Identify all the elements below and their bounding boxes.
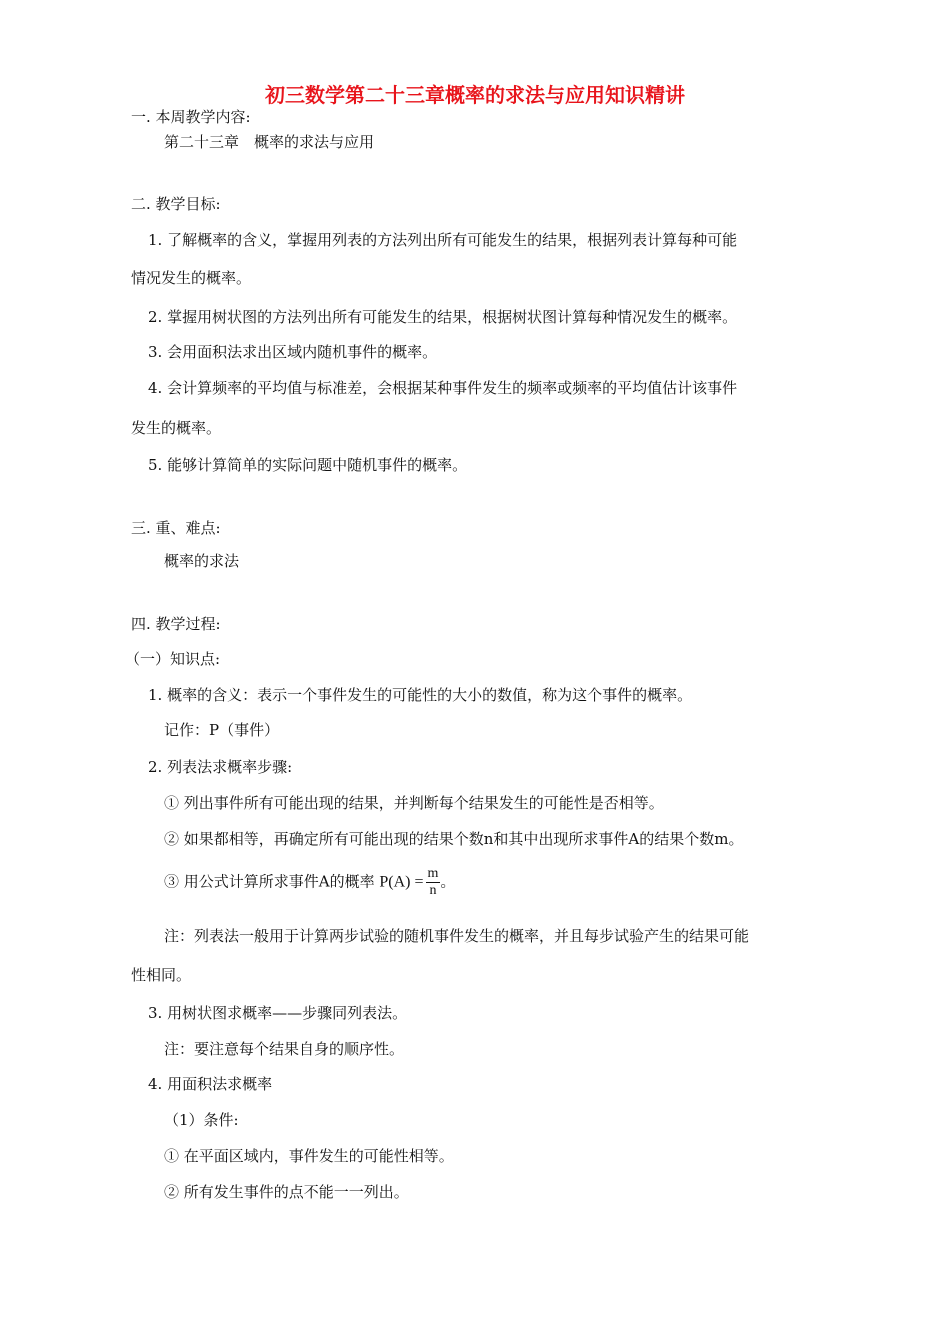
- goal-2: 2. 掌握用树状图的方法列出所有可能发生的结果，根据树状图计算每种情况发生的概率。: [148, 308, 738, 326]
- section-1-heading: 一. 本周教学内容:: [131, 108, 251, 126]
- subsection-knowledge: （一）知识点:: [125, 650, 221, 668]
- section-1-content: 第二十三章 概率的求法与应用: [164, 133, 375, 151]
- note-2-line-2: 性相同。: [131, 966, 192, 984]
- document-title: 初三数学第二十三章概率的求法与应用知识精讲: [265, 83, 685, 107]
- fraction-numerator: m: [427, 866, 439, 881]
- goal-5: 5. 能够计算简单的实际问题中随机事件的概率。: [148, 456, 468, 474]
- section-3-content: 概率的求法: [164, 552, 240, 570]
- point-1: 1. 概率的含义：表示一个事件发生的可能性的大小的数值，称为这个事件的概率。: [148, 686, 693, 704]
- step-3: [164, 866, 455, 899]
- point-4: 4. 用面积法求概率: [148, 1075, 273, 1093]
- goal-1-line-2: 情况发生的概率。: [131, 269, 252, 287]
- step-3-end: 。: [440, 872, 456, 891]
- step-1: ① 列出事件所有可能出现的结果，并判断每个结果发生的可能性是否相等。: [164, 794, 664, 812]
- section-3-heading: 三. 重、难点:: [131, 519, 221, 537]
- goal-3: 3. 会用面积法求出区域内随机事件的概率。: [148, 343, 438, 361]
- step-2: ② 如果都相等，再确定所有可能出现的结果个数n和其中出现所求事件A的结果个数m。: [164, 830, 744, 848]
- point-4-conditions: （1）条件:: [164, 1111, 239, 1129]
- fraction-denominator: n: [429, 883, 437, 898]
- point-3: 3. 用树状图求概率——步骤同列表法。: [148, 1004, 408, 1022]
- section-4-heading: 四. 教学过程:: [131, 615, 221, 633]
- probability-fraction: [426, 866, 441, 899]
- goal-1-line-1: 1. 了解概率的含义，掌握用列表的方法列出所有可能发生的结果，根据列表计算每种可能: [148, 231, 738, 249]
- condition-1: ① 在平面区域内，事件发生的可能性相等。: [164, 1147, 454, 1165]
- condition-2: ② 所有发生事件的点不能一一列出。: [164, 1183, 409, 1201]
- point-2: 2. 列表法求概率步骤:: [148, 758, 293, 776]
- probability-formula-lhs: P(A) =: [379, 873, 424, 891]
- goal-4-line-1: 4. 会计算频率的平均值与标准差，会根据某种事件发生的频率或频率的平均值估计该事件: [148, 379, 738, 397]
- point-3-note: 注：要注意每个结果自身的顺序性。: [164, 1040, 405, 1058]
- section-2-heading: 二. 教学目标:: [131, 195, 221, 213]
- step-3-text: ③ 用公式计算所求事件A的概率: [164, 872, 375, 891]
- note-2-line-1: 注：列表法一般用于计算两步试验的随机事件发生的概率，并且每步试验产生的结果可能: [164, 927, 750, 945]
- point-1-notation: 记作：P（事件）: [164, 721, 280, 739]
- goal-4-line-2: 发生的概率。: [131, 419, 222, 437]
